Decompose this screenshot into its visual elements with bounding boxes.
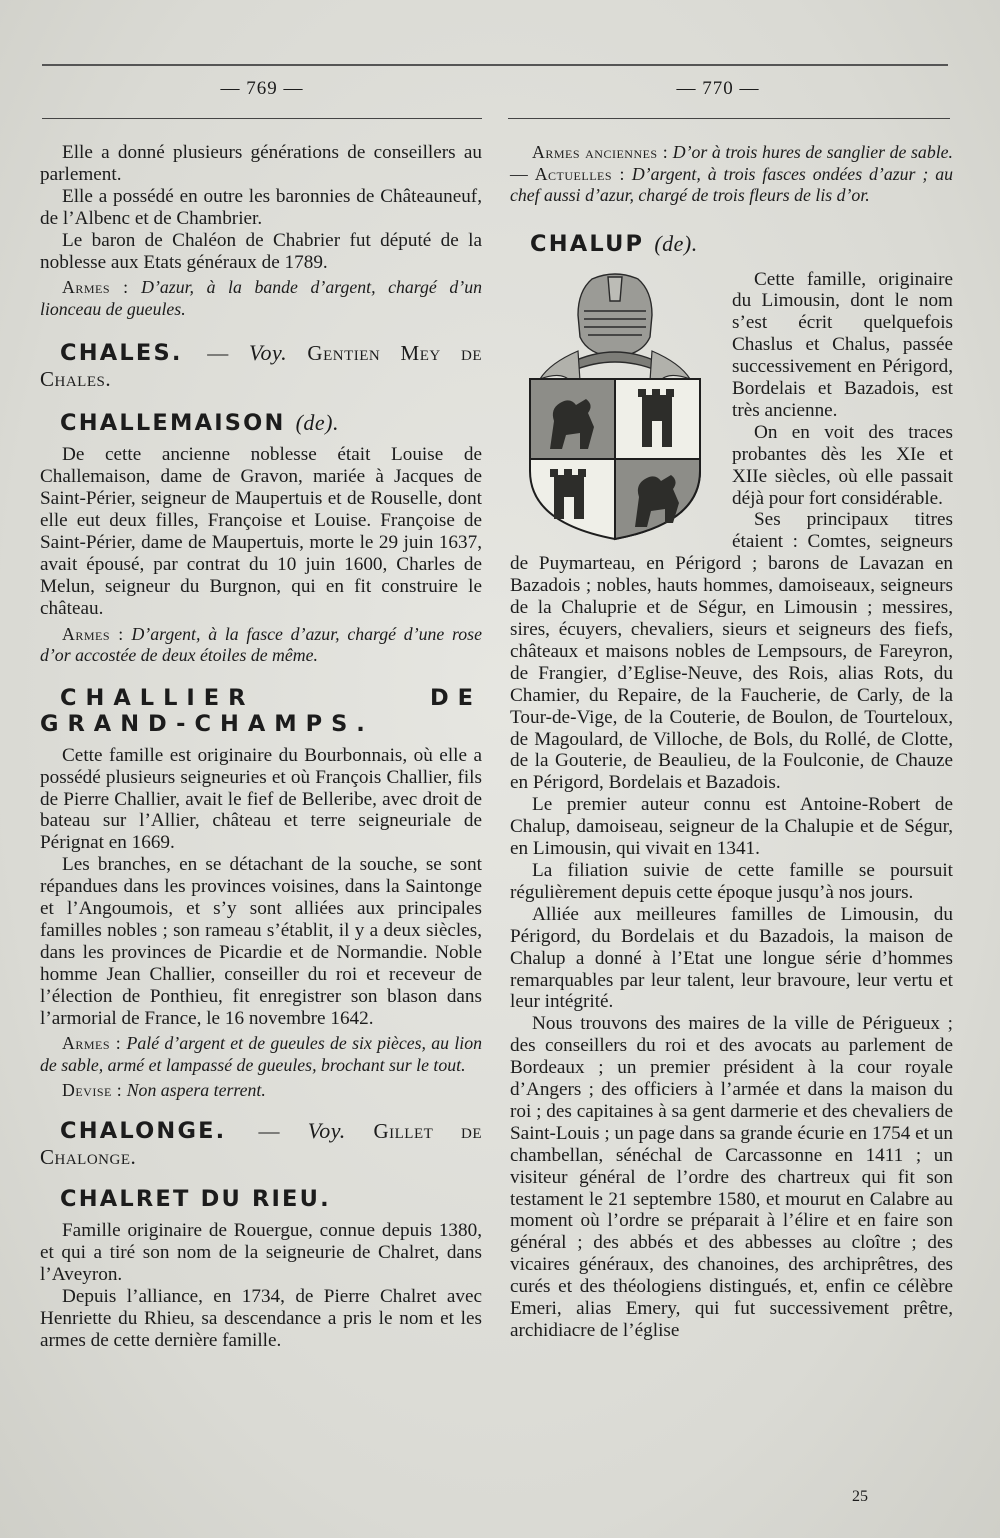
arms-text: D’or à trois hures de sanglier de sable. <box>672 142 953 162</box>
heading-title: CHALLEMAISON <box>60 410 286 437</box>
cross-reference: Gentien Mey de Chales. <box>40 341 482 392</box>
heading-title: CHALLIER DE GRAND-CHAMPS. <box>40 684 482 737</box>
coat-of-arms-image <box>510 271 720 543</box>
arms-entry <box>510 142 953 207</box>
paragraph: Elle a donné plusieurs générations de conseillers au parlement. <box>40 142 482 185</box>
right-header-rule <box>508 118 950 119</box>
arms-entry <box>40 277 482 320</box>
heading-title: CHALUP <box>530 230 645 257</box>
right-column <box>510 142 953 1342</box>
entry-heading-chalup <box>510 231 953 257</box>
arms-text: D’argent, à la fasce d’azur, chargé d’une rose d’or accostée de deux étoiles de même. <box>40 623 482 666</box>
heading-voy: Voy. <box>249 340 288 366</box>
top-rule <box>42 64 948 66</box>
left-page-number: — 769 — <box>220 78 304 99</box>
entry-heading-chalonge <box>40 1118 482 1170</box>
right-page-number: — 770 — <box>676 78 760 99</box>
heading-particle: (de). <box>295 410 340 436</box>
arms-text: D’azur, à la bande d’argent, chargé d’un lionceau de gueules. <box>40 277 482 319</box>
arms-dash: — <box>510 163 528 184</box>
paragraph: De cette ancienne noblesse était Louise de Challemaison, dame de Gravon, mariée à Jacques de Saint-Périer, seigneur de Maupertuis et de Rouselle, dont elle eut deux filles, Françoise et Louise. Françoise de Saint-Périer, dame de Maupertuis, morte le 29 juin 1637, avait épousé, par contrat du 10 juin 1600, Charles de Melun, seigneur du Burgnon, qui en fit construire le château. <box>40 444 482 619</box>
heading-title: CHALRET DU RIEU. <box>60 1185 331 1212</box>
entry-heading-challier <box>40 685 482 737</box>
arms-label: Armes : <box>62 277 129 298</box>
paragraph: Famille originaire de Rouergue, connue depuis 1380, et qui a tiré son nom de la seigneurie de Chalret, dans l’Aveyron. <box>40 1219 482 1285</box>
heading-title: CHALES. <box>60 340 183 367</box>
paragraph: Elle a possédé en outre les baronnies de Châteauneuf, de l’Albenc et de Chambrier. <box>40 185 482 229</box>
signature-mark: 25 <box>852 1488 868 1505</box>
paragraph: La filiation suivie de cette famille se poursuit régulièrement depuis cette époque jusqu’à nos jours. <box>510 859 953 903</box>
paragraph: Le baron de Chaléon de Chabrier fut député de la noblesse aux Etats généraux de 1789. <box>40 229 482 273</box>
devise-text: Non aspera terrent. <box>126 1080 266 1101</box>
paragraph: On en voit des traces probantes dès les XIe et XIIe siècles, où elle passait déjà pour fort considérable. <box>732 421 953 509</box>
paragraph: Les branches, en se détachant de la souche, se sont répandues dans les provinces voisines, dans la Saintonge et l’Angoumois, et s’y sont alliées aux principales familles nobles ; son rameau s’établit, il y a deux siècles, dans les provinces de Picardie et de Normandie. Noble homme Jean Challier, conseiller du roi et receveur de l’élection de Ponthieu, fit enregistrer son blason dans l’armorial de France, le 16 novembre 1642. <box>40 854 482 1029</box>
devise-label: Devise : <box>62 1080 123 1101</box>
paragraph: Cette famille, originaire du Limousin, dont le nom s’est écrit quelquefois Chaslus et Chalus, passée successivement en Périgord, Bordelais et Bazadois, est très ancienne. <box>732 268 953 421</box>
arms-label: Armes anciennes : <box>532 142 669 162</box>
arms-entry <box>40 624 482 667</box>
heading-dash: — <box>258 1118 280 1143</box>
entry-heading-challemaison <box>40 410 482 436</box>
paragraph: Depuis l’alliance, en 1734, de Pierre Chalret avec Henriette du Rhieu, sa descendance a pris le nom et les armes de cette dernière famille. <box>40 1285 482 1351</box>
arms-label: Armes : <box>62 1033 122 1054</box>
heading-voy: Voy. <box>307 1117 346 1143</box>
heading-dash: — <box>207 341 229 366</box>
cross-reference: Gillet de Chalonge. <box>40 1118 483 1169</box>
heading-title: CHALONGE. <box>60 1117 227 1144</box>
arms-label: Armes : <box>62 623 124 644</box>
arms-text: Palé d’argent et de gueules de six pièces, au lion de sable, armé et lampassé de gueules, brochant sur le tout. <box>40 1033 482 1075</box>
devise-entry <box>40 1080 482 1102</box>
paragraph: Nous trouvons des maires de la ville de Périgueux ; des conseillers du roi et des avocats au parlement de Bordeaux ; un premier président à la cour royale d’Angers ; des officiers à l’armée et dans la maison du roi ; des capitaines à sa gent darmerie et des chevaliers de Saint-Louis ; un page dans sa grande écurie en 1754 et un chambellan, sénéchal de Carcassonne en 1411 ; un visiteur général de l’ordre des chartreux qui fit son testament le 21 septembre 1580, et mourut en Calabre au moment où l’ordre se préparait à l’élire et en faire son général ; des abbés et des abbesses au cloître ; des vicaires généraux, des chanoines, des archiprêtres, des curés et des théologiens distingués, et, enfin ce célèbre Emeri, alias Emery, qui fut successivement prêtre, archidiacre de l’église <box>510 1013 953 1341</box>
entry-heading-chales <box>40 340 482 392</box>
arms-text: D’argent, à trois fasces ondées d’azur ; au chef aussi d’azur, chargé de trois fleurs de lis d’or. <box>510 163 953 205</box>
left-column <box>40 142 482 1351</box>
arms-entry <box>40 1033 482 1076</box>
arms-label: Actuelles : <box>534 163 625 184</box>
paragraph: Ses principaux titres étaient : Comtes, seigneurs de Puymarteau, en Périgord ; barons de Lavazan en Bazadois ; nobles, hauts hommes, damoiseaux, seigneurs de la Chaluprie et de Ségur, en Limousin ; messires, sires, écuyers, chevaliers, sieurs et seigneurs des fiefs, châteaux et maisons nobles de Lempsours, de Fareyron, de Frangier, d’Eglise-Neuve, des Rois, alias Rots, du Chamier, du Repaire, de la Faucherie, de Carly, de la Tour-de-Vige, de la Couterie, de Boulon, de Tourteloux, de Magoulard, de Villoche, de Bols, du Rollé, de Clotte, de la Gouterie, de Beaulieu, de la Foulconie, de Chauze en Périgord, Bordelais et Bazadois. <box>510 509 953 794</box>
paragraph: Cette famille est originaire du Bourbonnais, où elle a possédé plusieurs seigneuries et où François Challier, fils de Pierre Challier, avait le fief de Belleribe, avec droit de bateau sur l’Allier, château et terre seigneuriale de Pérignat en 1669. <box>40 744 482 854</box>
heading-particle: (de). <box>654 230 698 256</box>
paragraph: Le premier auteur connu est Antoine-Robert de Chalup, damoiseau, seigneur de la Chalupie et de Ségur, en Limousin, qui vivait en 1341. <box>510 794 953 860</box>
entry-heading-chalret <box>40 1186 482 1212</box>
paragraph: Alliée aux meilleures familles de Limousin, du Périgord, du Bordelais et du Bazadois, la maison de Chalup a donné à l’Etat une longue série d’hommes remarquables par leur talent, leur bravoure, leur vertu et leur intégrité. <box>510 903 953 1013</box>
left-header-rule <box>42 118 482 119</box>
